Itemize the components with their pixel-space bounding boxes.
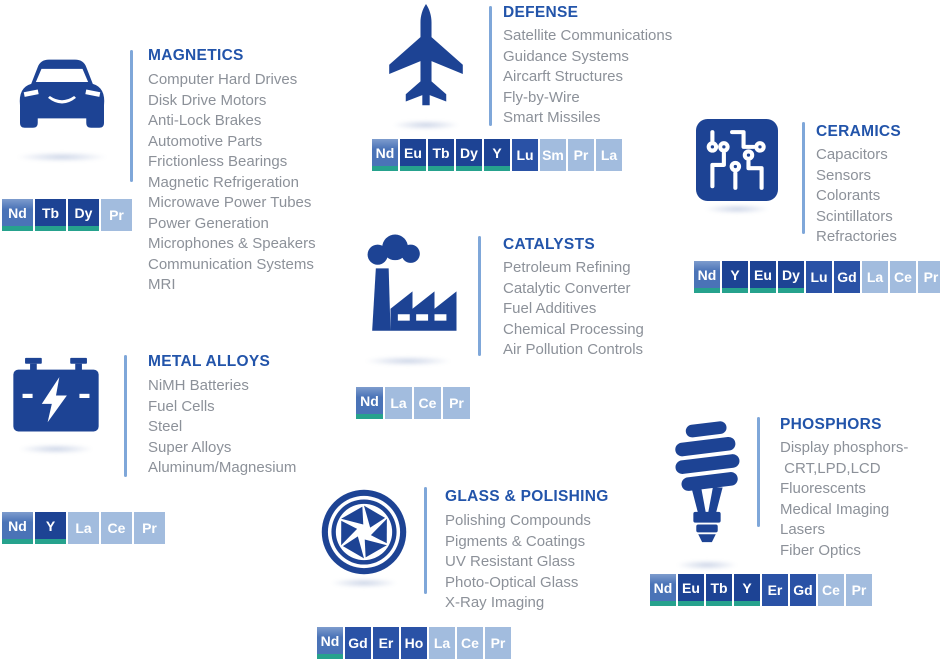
element-symbol: Er: [378, 635, 394, 651]
element-symbol: La: [433, 635, 451, 651]
application-item: Fly-by-Wire: [503, 88, 580, 106]
element-tile-Y: [734, 574, 760, 606]
element-symbol: Nd: [375, 144, 395, 161]
element-tile-Nd: [694, 261, 720, 293]
application-item: X-Ray Imaging: [445, 594, 545, 611]
application-item: Automotive Parts: [148, 132, 263, 150]
element-tile-Nd: [2, 199, 33, 231]
element-symbol: Nd: [697, 266, 717, 283]
element-tile-La: [68, 512, 99, 544]
application-item: Medical Imaging: [780, 500, 890, 518]
application-item: Fuel Additives: [503, 300, 597, 317]
element-symbol: Pr: [573, 147, 589, 163]
element-tile-Eu: [400, 139, 426, 171]
element-tile-Nd: [317, 627, 343, 659]
car-reflection: [16, 152, 108, 162]
ceramics-divider: [802, 122, 805, 234]
glass-polishing-list: [445, 511, 591, 614]
circuit-reflection: [704, 204, 770, 214]
element-symbol: Dy: [74, 204, 93, 221]
shutter-reflection: [330, 578, 398, 588]
application-item: Disk Drive Motors: [148, 91, 267, 109]
application-item: Guidance Systems: [503, 47, 629, 65]
element-tile-Ho: [401, 627, 427, 659]
element-symbol: Gd: [793, 582, 813, 598]
element-tile-Ce: [101, 512, 132, 544]
application-item: Fluorescents: [780, 480, 866, 497]
application-item: Power Generation: [148, 214, 269, 232]
car-icon: [6, 44, 118, 148]
element-symbol: La: [75, 520, 92, 536]
glass-polishing-element-tiles: [317, 627, 511, 659]
element-tile-Er: [762, 574, 788, 606]
element-tile-Pr: [485, 627, 511, 659]
catalysts-list: [503, 258, 644, 361]
bulb-reflection: [676, 560, 738, 570]
element-symbol: La: [390, 395, 407, 411]
application-item: Microphones & Speakers: [148, 235, 316, 252]
camera-shutter-icon: [320, 488, 408, 576]
application-item: Air Pollution Controls: [503, 341, 644, 358]
element-symbol: Pr: [851, 582, 867, 598]
element-tile-Pr: [443, 387, 470, 419]
element-symbol: Pr: [923, 269, 939, 285]
magnetics-element-tiles: [2, 199, 132, 231]
circuit-board-icon: [696, 118, 778, 202]
element-tile-Tb: [428, 139, 454, 171]
element-symbol: Sm: [542, 147, 564, 163]
factory-reflection: [364, 356, 452, 366]
element-symbol: Ce: [822, 582, 840, 598]
element-symbol: Nd: [653, 579, 673, 596]
ceramics-element-tiles: [694, 261, 940, 293]
application-item: CRT,LPD,LCD: [780, 459, 881, 477]
element-symbol: Nd: [360, 392, 379, 409]
glass-polishing-title: GLASS & POLISHING: [445, 488, 609, 505]
element-tile-Gd: [834, 261, 860, 293]
application-item: Super Alloys: [148, 438, 232, 456]
element-tile-La: [596, 139, 622, 171]
element-tile-Pr: [846, 574, 872, 606]
fighter-jet-icon: [380, 2, 472, 122]
element-symbol: Ce: [461, 635, 479, 651]
element-symbol: Nd: [320, 632, 340, 649]
element-symbol: Tb: [432, 144, 450, 161]
element-symbol: La: [600, 147, 618, 163]
application-item: Magnetic Refrigeration: [148, 173, 299, 191]
element-tile-Ce: [457, 627, 483, 659]
element-tile-La: [429, 627, 455, 659]
element-tile-Nd: [356, 387, 383, 419]
element-tile-Nd: [650, 574, 676, 606]
element-symbol: Pr: [490, 635, 506, 651]
element-tile-Nd: [2, 512, 33, 544]
defense-list: [503, 26, 672, 129]
application-item: Refractories: [816, 228, 897, 245]
element-symbol: Lu: [516, 147, 534, 163]
element-tile-Er: [373, 627, 399, 659]
element-tile-Dy: [456, 139, 482, 171]
element-tile-Gd: [345, 627, 371, 659]
element-tile-Gd: [790, 574, 816, 606]
element-symbol: Gd: [837, 269, 857, 285]
cfl-bulb-icon: [668, 414, 746, 560]
element-symbol: Ce: [418, 395, 437, 411]
element-tile-Pr: [918, 261, 940, 293]
element-symbol: Eu: [754, 266, 772, 283]
application-item: Scintillators: [816, 207, 893, 225]
element-tile-Ce: [890, 261, 916, 293]
element-symbol: Dy: [782, 266, 800, 283]
element-symbol: Y: [742, 579, 752, 596]
phosphors-title: PHOSPHORS: [780, 416, 882, 433]
element-symbol: Tb: [41, 204, 60, 221]
ceramics-list: [816, 145, 897, 248]
catalysts-title: CATALYSTS: [503, 236, 595, 253]
application-item: Chemical Processing: [503, 320, 644, 338]
element-tile-Lu: [806, 261, 832, 293]
element-tile-La: [385, 387, 412, 419]
application-item: UV Resistant Glass: [445, 553, 576, 570]
element-symbol: Ho: [404, 635, 424, 651]
element-tile-Y: [35, 512, 66, 544]
element-symbol: Ce: [894, 269, 912, 285]
element-tile-Pr: [101, 199, 132, 231]
battery-reflection: [18, 444, 94, 454]
phosphors-list: [780, 438, 908, 561]
factory-icon: [352, 234, 462, 356]
element-symbol: Lu: [810, 269, 828, 285]
application-item: Satellite Communications: [503, 27, 673, 44]
element-tile-Lu: [512, 139, 538, 171]
metal-alloys-title: METAL ALLOYS: [148, 353, 271, 370]
catalysts-divider: [478, 236, 481, 356]
element-symbol: Y: [492, 144, 502, 161]
application-item: Catalytic Converter: [503, 279, 631, 297]
element-tile-Eu: [678, 574, 704, 606]
element-tile-Y: [484, 139, 510, 171]
application-item: Fuel Cells: [148, 397, 215, 415]
element-tile-Pr: [134, 512, 165, 544]
battery-icon: [10, 354, 102, 442]
element-tile-Sm: [540, 139, 566, 171]
element-symbol: Pr: [449, 395, 464, 411]
ceramics-title: CERAMICS: [816, 123, 902, 140]
application-item: NiMH Batteries: [148, 377, 249, 394]
application-item: Colorants: [816, 187, 881, 204]
element-symbol: Nd: [8, 517, 27, 534]
application-item: Fiber Optics: [780, 541, 861, 559]
glass-polishing-divider: [424, 487, 427, 594]
element-symbol: Pr: [142, 520, 157, 536]
metal-alloys-divider: [124, 355, 127, 477]
application-item: Frictionless Bearings: [148, 153, 288, 170]
element-symbol: Ce: [107, 520, 126, 536]
application-item: Lasers: [780, 521, 826, 538]
defense-title: DEFENSE: [503, 4, 579, 21]
element-tile-Eu: [750, 261, 776, 293]
application-item: Display phosphors-: [780, 439, 909, 456]
element-tile-Ce: [414, 387, 441, 419]
phosphors-divider: [757, 417, 760, 527]
element-tile-Tb: [706, 574, 732, 606]
element-symbol: La: [866, 269, 884, 285]
element-symbol: Tb: [710, 579, 728, 596]
catalysts-element-tiles: [356, 387, 470, 419]
magnetics-title: MAGNETICS: [148, 47, 244, 64]
application-item: Aircarft Structures: [503, 68, 624, 85]
application-item: Communication Systems: [148, 255, 314, 273]
element-symbol: Eu: [682, 579, 700, 596]
defense-element-tiles: [372, 139, 622, 171]
element-tile-Tb: [35, 199, 66, 231]
application-item: Pigments & Coatings: [445, 532, 586, 550]
element-tile-La: [862, 261, 888, 293]
magnetics-list: [148, 70, 316, 296]
element-tile-Nd: [372, 139, 398, 171]
jet-reflection: [392, 120, 460, 130]
element-tile-Y: [722, 261, 748, 293]
application-item: Computer Hard Drives: [148, 71, 298, 88]
application-item: Capacitors: [816, 146, 888, 163]
phosphors-element-tiles: [650, 574, 872, 606]
application-item: Petroleum Refining: [503, 259, 631, 276]
element-symbol: Gd: [348, 635, 368, 651]
metal-alloys-list: [148, 376, 296, 479]
application-item: Polishing Compounds: [445, 512, 591, 529]
element-tile-Dy: [68, 199, 99, 231]
application-item: Smart Missiles: [503, 109, 601, 126]
element-symbol: Nd: [8, 204, 27, 221]
application-item: Photo-Optical Glass: [445, 573, 579, 591]
application-item: Microwave Power Tubes: [148, 194, 312, 211]
element-symbol: Pr: [109, 207, 124, 223]
magnetics-divider: [130, 50, 133, 182]
metal-alloys-element-tiles: [2, 512, 165, 544]
element-symbol: Eu: [404, 144, 422, 161]
element-symbol: Dy: [460, 144, 478, 161]
application-item: Steel: [148, 418, 183, 435]
element-tile-Dy: [778, 261, 804, 293]
element-symbol: Y: [45, 517, 56, 534]
application-item: MRI: [148, 276, 176, 293]
defense-divider: [489, 6, 492, 126]
element-tile-Pr: [568, 139, 594, 171]
application-item: Aluminum/Magnesium: [148, 459, 297, 476]
application-item: Sensors: [816, 166, 872, 184]
element-symbol: Er: [767, 582, 783, 598]
element-tile-Ce: [818, 574, 844, 606]
element-symbol: Y: [730, 266, 740, 283]
application-item: Anti-Lock Brakes: [148, 112, 262, 129]
